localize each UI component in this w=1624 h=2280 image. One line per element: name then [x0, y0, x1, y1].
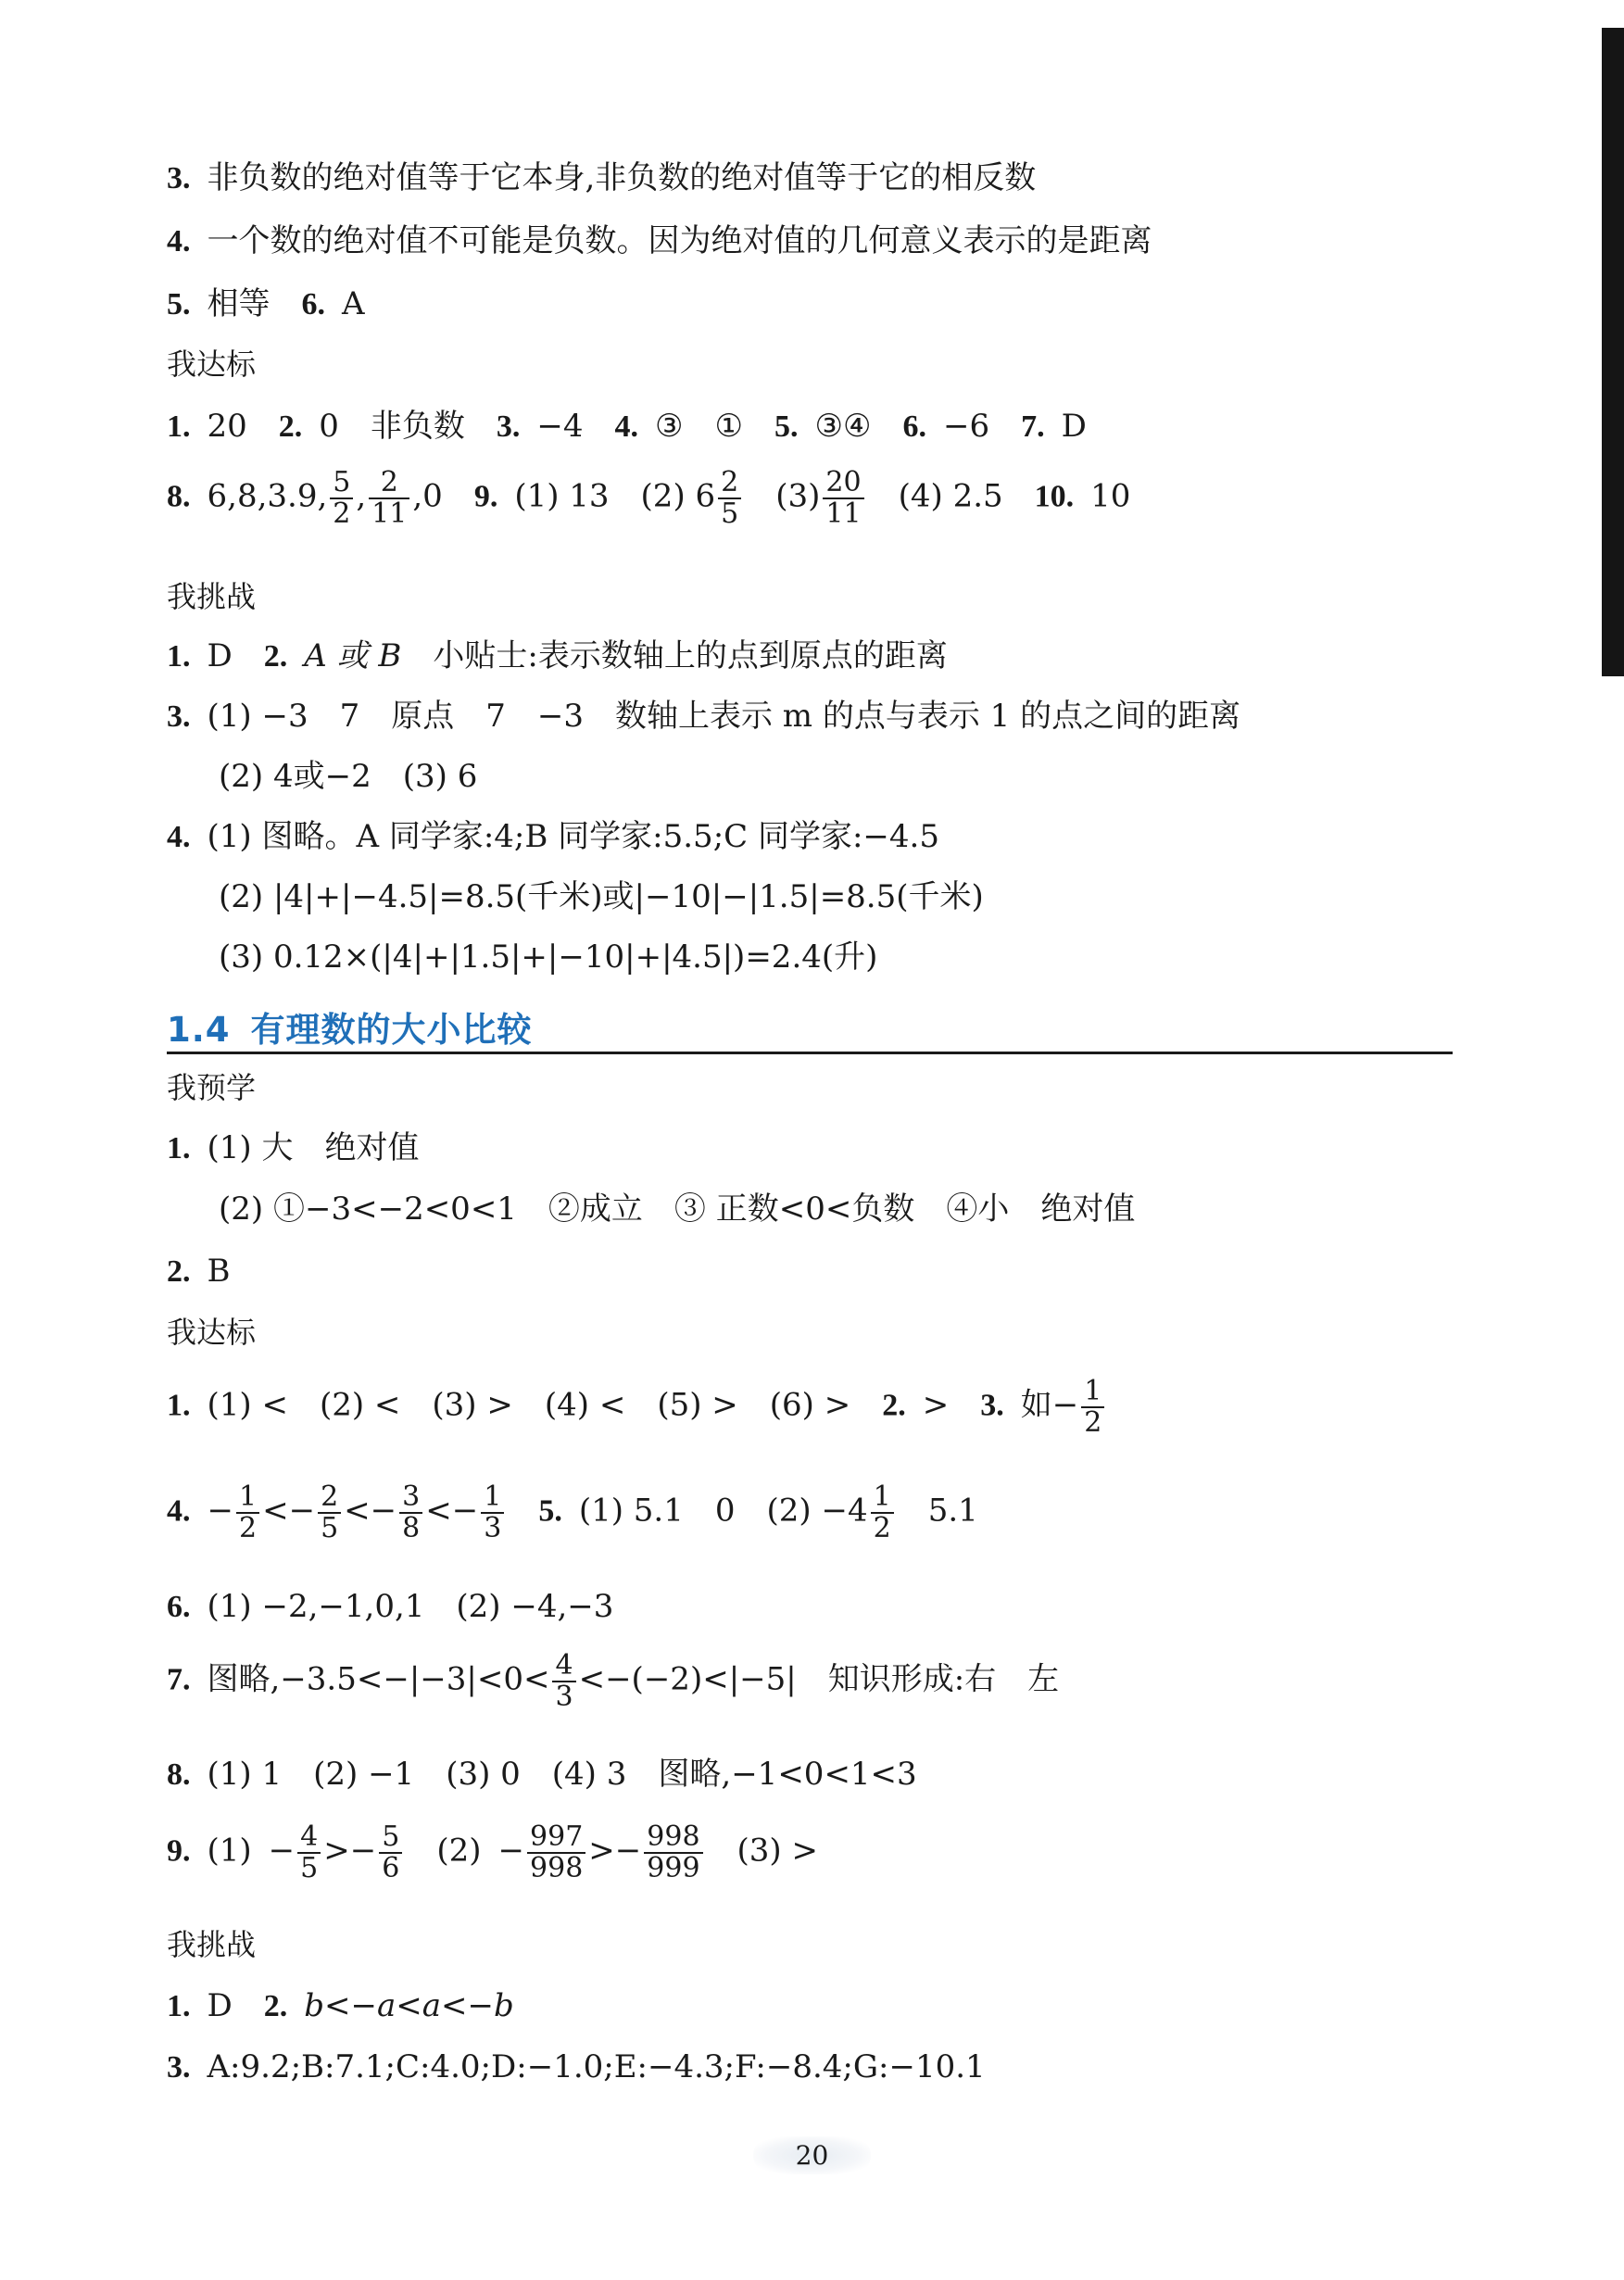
fraction: $\frac{5}{2}$: [330, 468, 353, 528]
fraction: $\frac{4}{5}$: [297, 1822, 321, 1883]
answer-line-4: 4. 一个数的绝对值不可能是负数。因为绝对值的几何意义表示的是距离: [167, 222, 1152, 259]
tiaozhan-q4-line-1: 4. (1) 图略。A 同学家:4;B 同学家:5.5;C 同学家:−4.5: [167, 818, 939, 855]
section-rule: [167, 1052, 1453, 1054]
tiaozhan-q4-line-2: (2) |4|+|−4.5|=8.5(千米)或|−10|−|1.5|=8.5(千米): [219, 878, 984, 915]
section-title: [167, 1001, 533, 1052]
page-number: 20: [0, 2136, 1624, 2174]
dabiao-row-1: 1. 20 2. 0 非负数 3. −4 4. ③ ① 5. ③④ 6. −6 7. D: [167, 408, 1087, 445]
heading-dabiao: 我达标: [167, 1315, 257, 1350]
yuxue-q2: 2. B: [167, 1253, 231, 1290]
answer-line-3: 3. 非负数的绝对值等于它本身,非负数的绝对值等于它的相反数: [167, 159, 1037, 196]
dabiao-q8: 8. (1) 1 (2) −1 (3) 0 (4) 3 图略,−1<0<1<3: [167, 1756, 917, 1793]
yuxue-q1-line-1: 1. (1) 大 绝对值: [167, 1129, 420, 1166]
dabiao-q9: 9. (1) − $\frac{4}{5}$ >− $\frac{5}{6}$ (2) − $\frac{997}{998}$ >− $\frac{998}{999}$ (3) >: [167, 1820, 818, 1884]
fraction: $\frac{1}{2}$: [871, 1482, 894, 1543]
tiaozhan2-q1-2: 1. D 2. b<−a<a<−b: [167, 1987, 514, 2024]
heading-tiaozhan: 我挑战: [167, 1927, 257, 1962]
dabiao-q7: 7. 图略,−3.5<−|−3|<0< $\frac{4}{3}$ <−(−2)<|−5| 知识形成:右 左: [167, 1649, 1060, 1713]
answer-line-5-6: 5. 相等 6. A: [167, 285, 365, 322]
fraction: $\frac{998}{999}$: [644, 1822, 702, 1883]
fraction: $\frac{1}{2}$: [236, 1482, 259, 1543]
fraction: $\frac{2}{5}$: [318, 1482, 341, 1543]
fraction: $\frac{1}{2}$: [1081, 1377, 1104, 1437]
heading-dabiao-prev: 我达标: [167, 346, 257, 382]
heading-tiaozhan-prev: 我挑战: [167, 579, 257, 614]
fraction: $\frac{5}{6}$: [379, 1822, 402, 1883]
section-number: 1.4: [167, 1010, 231, 1050]
yuxue-q1-line-2: (2) ①−3<−2<0<1 ②成立 ③ 正数<0<负数 ④小 绝对值: [219, 1190, 1136, 1228]
tiaozhan-q3-line-1: 3. (1) −3 7 原点 7 −3 数轴上表示 m 的点与表示 1 的点之间的距离: [167, 698, 1241, 735]
fraction: $\frac{997}{998}$: [527, 1822, 585, 1883]
tiaozhan-q3-line-2: (2) 4或−2 (3) 6: [219, 758, 478, 795]
fraction: $\frac{1}{3}$: [481, 1482, 504, 1543]
tiaozhan-q4-line-3: (3) 0.12×(|4|+|1.5|+|−10|+|4.5|)=2.4(升): [219, 938, 878, 976]
scan-edge-bar: [1602, 28, 1624, 676]
fraction: $\frac{2}{5}$: [718, 468, 741, 528]
dabiao-q1-3: 1. (1) < (2) < (3) > (4) < (5) > (6) > 2. > 3. 如− $\frac{1}{2}$: [167, 1377, 1107, 1437]
dabiao-q6: 6. (1) −2,−1,0,1 (2) −4,−3: [167, 1588, 614, 1625]
dabiao-row-2: 8. 6,8,3.9, $\frac{5}{2}$ , $\frac{2}{11}$ ,0 9. (1) 13 (2) 6 $\frac{2}{5}$ (3) $\frac{20}{11}$ (4) 2.5 10. 10: [167, 466, 1131, 530]
fraction: $\frac{4}{3}$: [552, 1651, 575, 1711]
tiaozhan-row-1: 1. D 2. A 或 B 小贴士:表示数轴上的点到原点的距离: [167, 637, 948, 674]
fraction: $\frac{2}{11}$: [369, 468, 409, 528]
fraction: $\frac{3}{8}$: [399, 1482, 422, 1543]
tiaozhan2-q3: 3. A:9.2;B:7.1;C:4.0;D:−1.0;E:−4.3;F:−8.4;G:−10.1: [167, 2048, 986, 2085]
dabiao-q4-5: 4. − $\frac{1}{2}$ <− $\frac{2}{5}$ <− $\frac{3}{8}$ <− $\frac{1}{3}$ 5. (1) 5.1 0 (2) −4 $\frac{1}{2}$ 5.1: [167, 1480, 978, 1544]
heading-yuxue: 我预学: [167, 1070, 257, 1105]
section-title-text: 有理数的大小比较: [250, 1010, 533, 1050]
fraction: $\frac{20}{11}$: [823, 468, 863, 528]
